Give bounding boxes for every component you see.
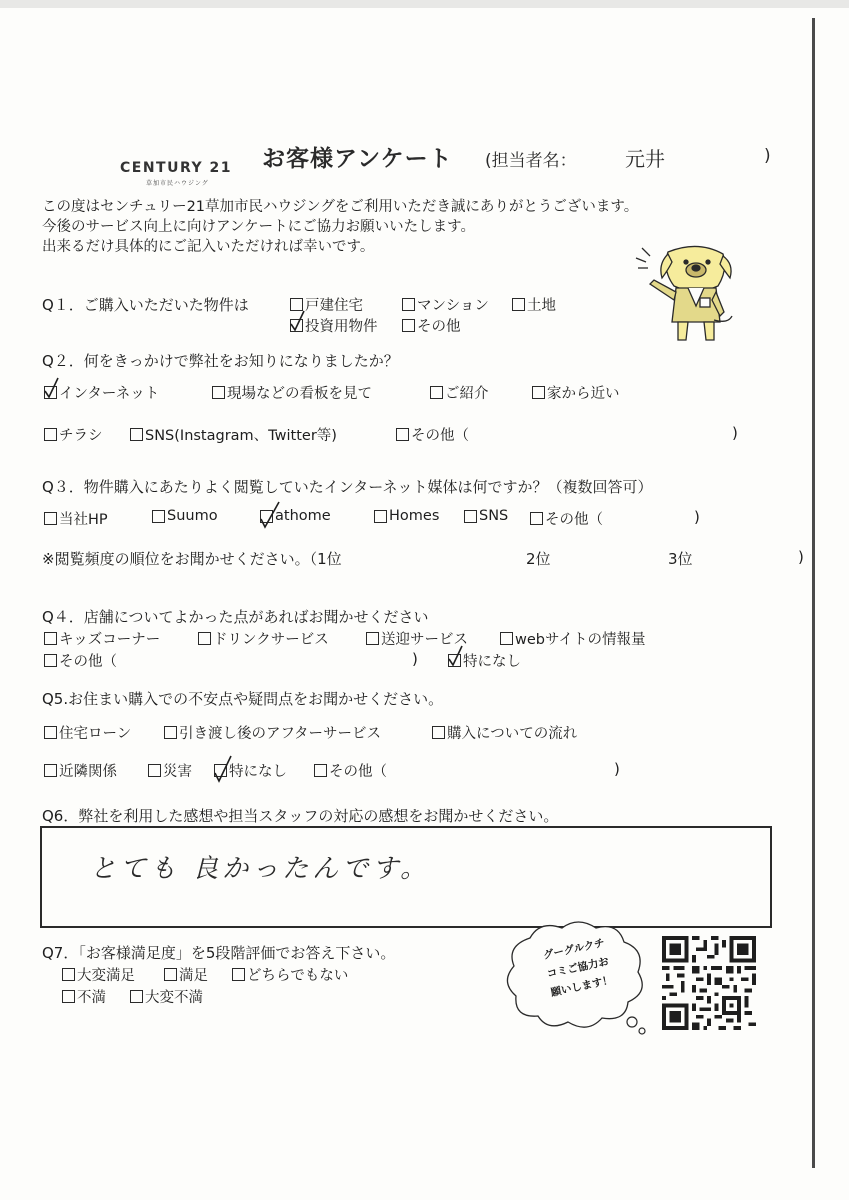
- checkbox[interactable]: [374, 510, 387, 523]
- option-label: 大変満足: [77, 968, 135, 984]
- option-label: 特になし: [229, 764, 287, 780]
- q1-option-other[interactable]: [402, 315, 461, 336]
- checkbox-checked[interactable]: [290, 319, 303, 332]
- option-label: ご紹介: [445, 386, 489, 402]
- option-label: Suumo: [167, 508, 218, 524]
- checkbox[interactable]: [500, 632, 513, 645]
- option-label: 不満: [77, 990, 106, 1006]
- checkbox[interactable]: [164, 968, 177, 981]
- q4-label: Q４．店舗についてよかった点があればお聞かせください: [42, 608, 429, 626]
- option-label: その他: [417, 319, 461, 335]
- option-label: その他（: [545, 512, 603, 528]
- checkbox[interactable]: [530, 512, 543, 525]
- bubble-line-3: 願いします！: [549, 974, 614, 1000]
- q1-option-land[interactable]: [512, 294, 556, 315]
- qr-code[interactable]: [662, 936, 756, 1030]
- option-label: 大変不満: [145, 990, 203, 1006]
- q3-option-athome[interactable]: [260, 508, 331, 524]
- q4-other-close: ): [412, 650, 418, 668]
- q2-option-near-home[interactable]: [532, 382, 620, 403]
- checkbox[interactable]: [62, 990, 75, 1003]
- checkbox[interactable]: [396, 428, 409, 441]
- checkbox[interactable]: [430, 386, 443, 399]
- option-label: 住宅ローン: [59, 726, 132, 742]
- checkbox[interactable]: [152, 510, 165, 523]
- option-label: webサイトの情報量: [515, 632, 646, 648]
- intro-line-1: この度はセンチュリー21草加市民ハウジングをご利用いただき誠にありがとうございます。: [42, 199, 639, 215]
- dog-mascot-illustration: [628, 240, 748, 350]
- q1-option-investment[interactable]: [290, 315, 378, 336]
- option-label: 近隣関係: [59, 764, 117, 780]
- q7-option-very-satisfied[interactable]: [62, 964, 135, 985]
- checkbox[interactable]: [432, 726, 445, 739]
- checkmark-icon: [213, 755, 233, 783]
- q3-option-other[interactable]: [530, 508, 603, 529]
- q3-option-sns[interactable]: [464, 508, 508, 524]
- scan-edge: [0, 0, 849, 8]
- q3-rank-label: ※閲覧頻度の順位をお聞かせください。（1位: [42, 550, 342, 568]
- q6-handwritten-answer: とても 良かったんです。: [90, 854, 431, 884]
- option-label: その他（: [329, 764, 387, 780]
- checkbox[interactable]: [464, 510, 477, 523]
- option-label: ドリンクサービス: [213, 632, 329, 648]
- bubble-line-1: グーグルクチ: [542, 937, 606, 962]
- option-label: 投資用物件: [305, 319, 378, 335]
- q7-label: Q7．「お客様満足度」を5段階評価でお答え下さい。: [42, 944, 396, 962]
- q3-rank-close: ): [798, 548, 804, 566]
- intro-line-3: 出来るだけ具体的にご記入いただければ幸いです。: [42, 239, 375, 255]
- checkbox-checked[interactable]: [448, 654, 461, 667]
- q2-other-close: ): [732, 424, 738, 442]
- checkbox[interactable]: [130, 428, 143, 441]
- staff-label: (担当者名：: [485, 151, 577, 171]
- option-label: Homes: [389, 508, 440, 524]
- q5-option-disaster[interactable]: [148, 760, 192, 781]
- checkbox[interactable]: [44, 428, 57, 441]
- q3-label: Q３．物件購入にあたりよく閲覧していたインターネット媒体は何ですか？（複数回答可）: [42, 478, 653, 496]
- option-label: 引き渡し後のアフターサービス: [179, 726, 381, 742]
- checkbox[interactable]: [402, 298, 415, 311]
- q4-option-drink-service[interactable]: [198, 628, 329, 649]
- option-label: その他（: [59, 654, 117, 670]
- page-title: お客様アンケート: [262, 146, 453, 172]
- q2-label: Q２．何をきっかけで弊社をお知りになりましたか？: [42, 352, 399, 370]
- checkbox[interactable]: [44, 632, 57, 645]
- q7-option-neutral[interactable]: [232, 964, 348, 985]
- checkbox[interactable]: [314, 764, 327, 777]
- checkmark-icon: [259, 501, 281, 529]
- q2-option-sns[interactable]: [130, 424, 337, 445]
- option-label: 送迎サービス: [381, 632, 468, 648]
- logo-subtitle: 草加市民ハウジング: [146, 180, 209, 187]
- checkbox[interactable]: [44, 654, 57, 667]
- option-label: どちらでもない: [247, 968, 349, 984]
- q5-option-after-service[interactable]: [164, 722, 381, 743]
- checkmark-icon: [447, 645, 465, 667]
- q1-option-condominium[interactable]: [402, 294, 489, 315]
- q7-option-satisfied[interactable]: [164, 964, 208, 985]
- page-rule: [812, 18, 815, 1168]
- checkbox-checked[interactable]: [260, 510, 273, 523]
- q2-option-referral[interactable]: [430, 382, 489, 403]
- checkmark-icon: [43, 377, 61, 399]
- option-label: 家から近い: [547, 386, 620, 402]
- q7-option-very-dissatisfied[interactable]: [130, 986, 203, 1007]
- q3-rank-2: 2位: [526, 550, 551, 568]
- checkbox[interactable]: [212, 386, 225, 399]
- q5-option-neighbors[interactable]: [44, 760, 117, 781]
- bubble-line-2: コミご協力お: [545, 955, 610, 981]
- q5-option-purchase-flow[interactable]: [432, 722, 577, 743]
- q4-option-other[interactable]: [44, 650, 117, 671]
- q7-option-dissatisfied[interactable]: [62, 986, 106, 1007]
- option-label: 現場などの看板を見て: [227, 386, 372, 402]
- option-label: インターネット: [59, 386, 160, 402]
- q2-option-other[interactable]: [396, 424, 469, 445]
- option-label: 満足: [179, 968, 208, 984]
- option-label: その他（: [411, 428, 469, 444]
- q3-other-close: ): [694, 508, 700, 526]
- checkbox[interactable]: [532, 386, 545, 399]
- q3-option-suumo[interactable]: [152, 508, 218, 524]
- option-label: SNS: [479, 508, 509, 524]
- q3-option-homes[interactable]: [374, 508, 439, 524]
- checkmark-icon: [289, 310, 307, 332]
- option-label: SNS(Instagram、Twitter等): [145, 428, 337, 444]
- option-label: 特になし: [463, 654, 521, 670]
- q5-other-close: ): [614, 760, 620, 778]
- q4-option-none[interactable]: [448, 650, 521, 671]
- checkbox[interactable]: [512, 298, 525, 311]
- checkbox[interactable]: [232, 968, 245, 981]
- q5-option-housing-loan[interactable]: [44, 722, 131, 743]
- checkbox[interactable]: [148, 764, 161, 777]
- q4-option-website-info[interactable]: [500, 628, 645, 649]
- option-label: チラシ: [59, 428, 103, 444]
- q2-option-internet[interactable]: [44, 382, 159, 403]
- q4-option-kids-corner[interactable]: [44, 628, 160, 649]
- option-label: 当社HP: [59, 512, 108, 528]
- staff-name: 元井: [625, 147, 665, 171]
- intro-line-2: 今後のサービス向上に向けアンケートにご協力お願いいたします。: [42, 219, 475, 235]
- option-label: 土地: [527, 298, 556, 314]
- option-label: 戸建住宅: [305, 298, 363, 314]
- logo: CENTURY 21: [120, 160, 232, 176]
- option-label: athome: [275, 508, 331, 524]
- checkbox[interactable]: [44, 512, 57, 525]
- q2-option-signboard[interactable]: [212, 382, 372, 403]
- checkbox[interactable]: [164, 726, 177, 739]
- q1-label: Q１．ご購入いただいた物件は: [42, 296, 249, 314]
- checkbox[interactable]: [44, 726, 57, 739]
- checkbox[interactable]: [130, 990, 143, 1003]
- checkbox-checked[interactable]: [44, 386, 57, 399]
- checkbox[interactable]: [62, 968, 75, 981]
- q5-label: Q5.お住まい購入での不安点や疑問点をお聞かせください。: [42, 690, 444, 708]
- option-label: マンション: [417, 298, 489, 314]
- option-label: キッズコーナー: [59, 632, 161, 648]
- staff-close: ): [764, 146, 771, 166]
- q6-label: Q6．弊社を利用した感想や担当スタッフの対応の感想をお聞かせください。: [42, 807, 559, 825]
- checkbox-checked[interactable]: [214, 764, 227, 777]
- q5-option-none[interactable]: [214, 760, 287, 781]
- q3-rank-3: 3位: [668, 550, 693, 568]
- checkbox[interactable]: [198, 632, 211, 645]
- checkbox[interactable]: [366, 632, 379, 645]
- checkbox[interactable]: [44, 764, 57, 777]
- checkbox[interactable]: [402, 319, 415, 332]
- q3-option-company-hp[interactable]: [44, 508, 108, 529]
- q6-answer-box[interactable]: [40, 826, 772, 928]
- option-label: 災害: [163, 764, 192, 780]
- option-label: 購入についての流れ: [447, 726, 578, 742]
- q2-option-flyer[interactable]: [44, 424, 103, 445]
- q5-option-other[interactable]: [314, 760, 387, 781]
